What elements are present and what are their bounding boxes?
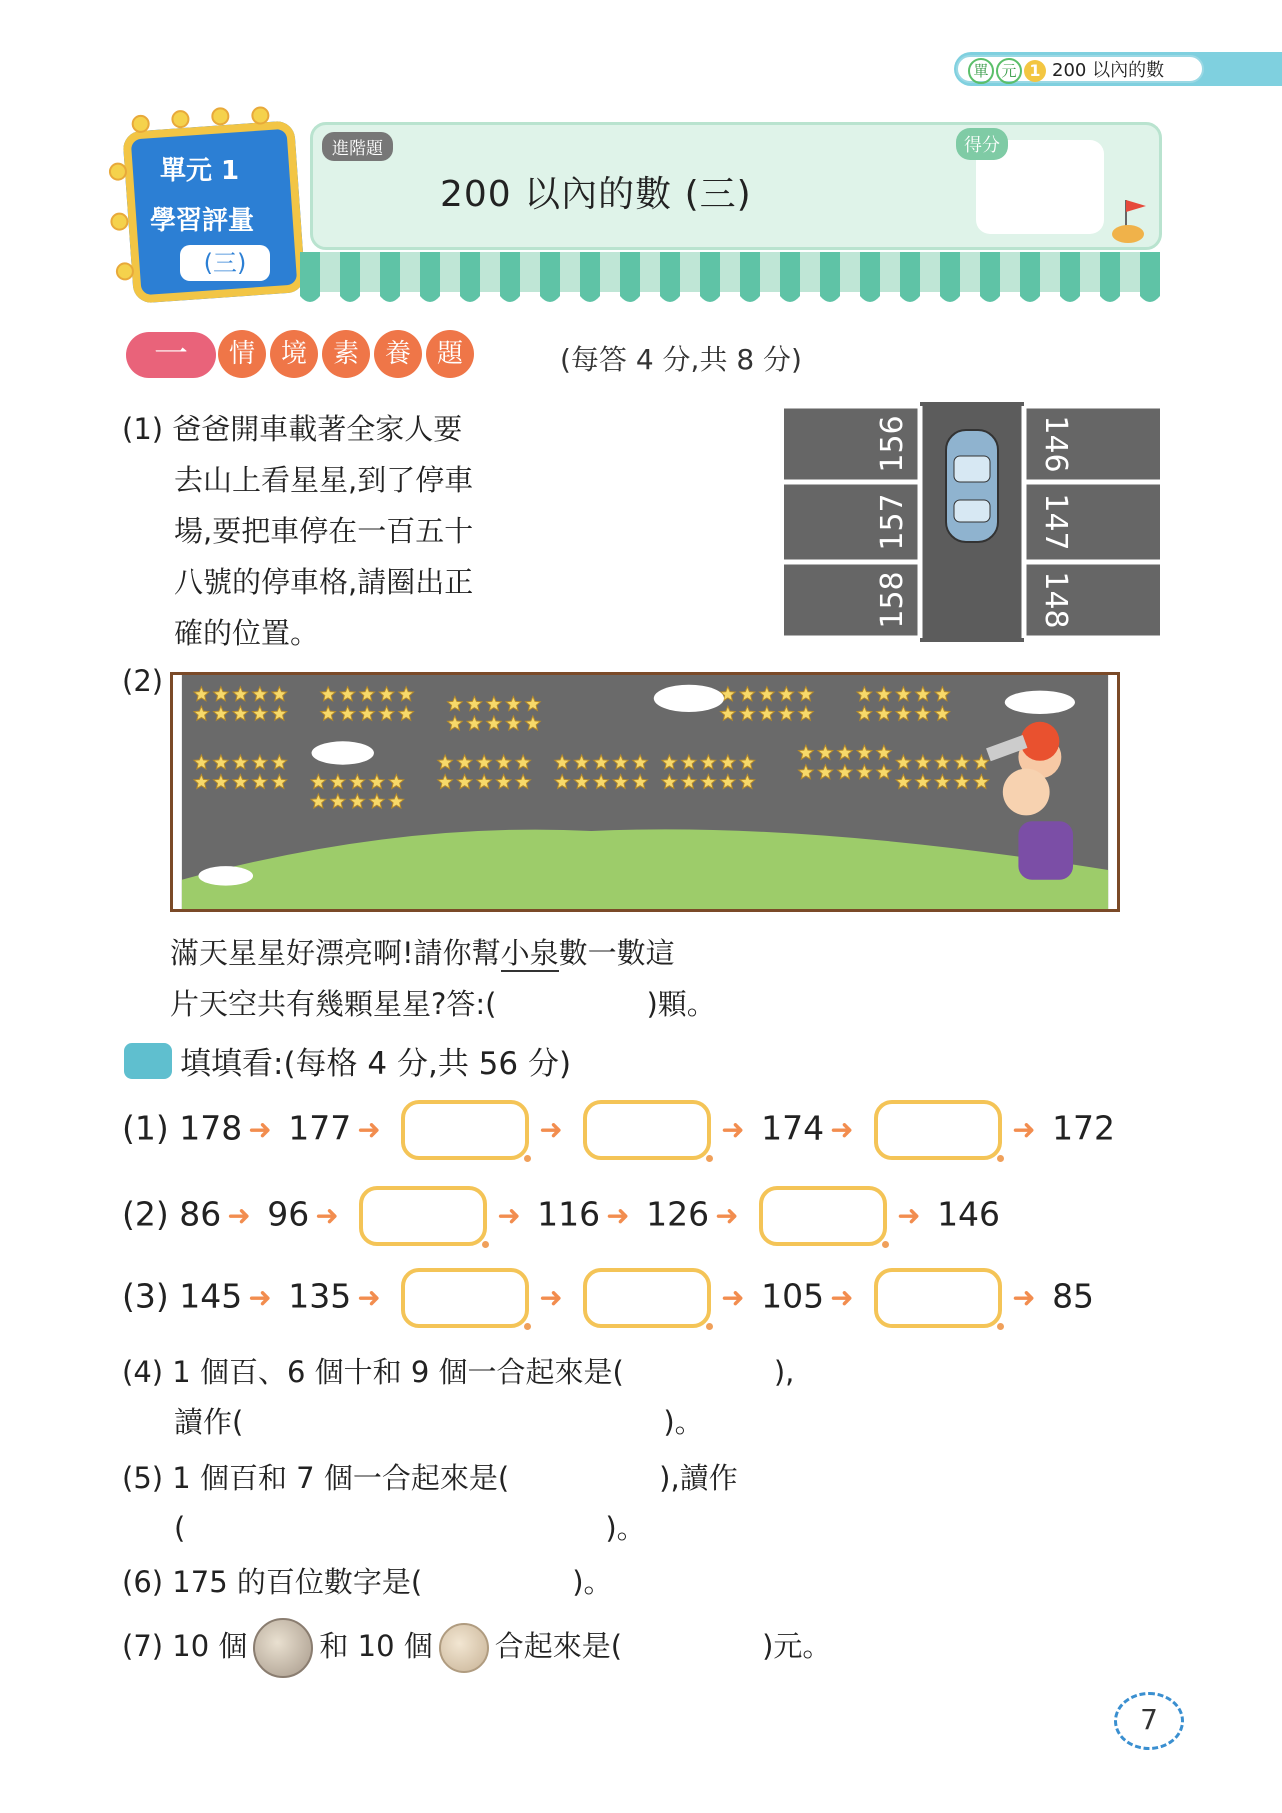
- awning-stripe: [940, 252, 960, 302]
- arrow-right-icon: ➜: [539, 1281, 563, 1314]
- awning-stripe: [340, 252, 360, 302]
- answer-box[interactable]: [874, 1100, 1002, 1160]
- section-2-title: 填填看:(每格 4 分,共 56 分): [180, 1046, 572, 1082]
- page-number: 7: [1114, 1692, 1184, 1750]
- awning-stripe: [500, 252, 520, 302]
- arrow-right-icon: ➜: [606, 1199, 630, 1232]
- badge-unit-label: 單元 1: [160, 156, 240, 186]
- section-1-char: 素: [322, 330, 370, 378]
- arrow-right-icon: ➜: [315, 1199, 339, 1232]
- one-dollar-coin-icon: [439, 1623, 489, 1673]
- seq-number: 126: [646, 1194, 710, 1234]
- arrow-right-icon: ➜: [357, 1281, 381, 1314]
- awning-stripe: [580, 252, 600, 302]
- sequence-row-2: [122, 1186, 1000, 1246]
- question-text: 和 10 個: [319, 1629, 433, 1663]
- sequence-row-1: [122, 1100, 1115, 1160]
- question-line: 八號的停車格,請圈出正: [174, 565, 474, 599]
- awning-stripe: [860, 252, 880, 302]
- awning-stripe: [740, 252, 760, 302]
- question-line: 滿天星星好漂亮啊!請你幫: [170, 936, 501, 970]
- arrow-right-icon: ➜: [897, 1199, 921, 1232]
- arrow-right-icon: ➜: [248, 1113, 272, 1146]
- parking-number-right: 146: [1038, 415, 1073, 473]
- seq-number: 105: [761, 1276, 825, 1316]
- arrow-right-icon: ➜: [830, 1113, 854, 1146]
- awning-stripe: [300, 252, 320, 302]
- question-text: (7) 10 個: [122, 1629, 248, 1663]
- question-text-end: ),讀作: [659, 1461, 738, 1495]
- awning-stripe: [1020, 252, 1040, 302]
- section-1-title: [218, 330, 478, 378]
- seq-number: 146: [937, 1194, 1001, 1234]
- awning-stripe: [900, 252, 920, 302]
- seq-number: 135: [288, 1276, 352, 1316]
- question-line: 場,要把車停在一百五十: [174, 514, 474, 548]
- section-1-number: 一: [126, 332, 216, 378]
- seq-number: 178: [179, 1108, 243, 1148]
- answer-box[interactable]: [759, 1186, 887, 1246]
- parking-lot-illustration[interactable]: [784, 402, 1160, 642]
- arrow-right-icon: ➜: [497, 1199, 521, 1232]
- arrow-right-icon: ➜: [830, 1281, 854, 1314]
- section-2-icon: [124, 1043, 172, 1079]
- seq-label: (1): [122, 1108, 169, 1148]
- question-2-text: [170, 928, 1160, 1030]
- question-line: 確的位置。: [174, 616, 320, 650]
- seq-number: 174: [761, 1108, 825, 1148]
- page-title: 200 以內的數 (三): [440, 174, 752, 215]
- question-text: 讀作(: [174, 1405, 244, 1439]
- question-7-line: [122, 1618, 831, 1678]
- awning-stripe: [1060, 252, 1080, 302]
- arrow-right-icon: ➜: [248, 1281, 272, 1314]
- question-text-end: )元。: [762, 1629, 832, 1663]
- section-1-points: (每答 4 分,共 8 分): [560, 343, 802, 376]
- arrow-right-icon: ➜: [1012, 1281, 1036, 1314]
- answer-box[interactable]: [401, 1268, 529, 1328]
- seq-number: 96: [267, 1194, 310, 1234]
- parking-number-left: 156: [875, 415, 910, 473]
- question-line: 數一數這: [558, 936, 675, 970]
- question-text: (5) 1 個百和 7 個一合起來是(: [122, 1461, 510, 1495]
- unit-tab: [956, 55, 1204, 83]
- awning-stripe: [1100, 252, 1120, 302]
- awning-stripe: [820, 252, 840, 302]
- question-4-line-1: [122, 1350, 794, 1391]
- question-line: 去山上看星星,到了停車: [174, 463, 474, 497]
- seq-label: (2): [122, 1194, 169, 1234]
- awning-stripe: [660, 252, 680, 302]
- question-line-end: )顆。: [646, 987, 716, 1021]
- awning-decoration: [300, 252, 1160, 310]
- badge-subtitle: (三): [180, 245, 270, 281]
- flag-mascot-icon: [1110, 196, 1152, 244]
- seq-number: 85: [1052, 1276, 1095, 1316]
- section-1-char: 情: [218, 330, 266, 378]
- parking-number-right: 148: [1038, 571, 1073, 629]
- badge-title: 學習評量: [150, 206, 255, 236]
- question-text: 合起來是(: [494, 1629, 623, 1663]
- arrow-right-icon: ➜: [1012, 1113, 1036, 1146]
- unit-chip-1: 單: [968, 58, 994, 84]
- arrow-right-icon: ➜: [721, 1113, 745, 1146]
- car-icon: [946, 430, 998, 542]
- awning-stripe: [620, 252, 640, 302]
- section-1-char: 境: [270, 330, 318, 378]
- question-5-line-1: [122, 1456, 738, 1497]
- question-line: (1) 爸爸開車載著全家人要: [122, 412, 463, 446]
- question-text-end: ),: [773, 1355, 795, 1389]
- parking-number-right: 147: [1038, 493, 1073, 551]
- awning-stripe: [780, 252, 800, 302]
- question-1-text: [122, 404, 762, 659]
- arrow-right-icon: ➜: [539, 1113, 563, 1146]
- answer-box[interactable]: [874, 1268, 1002, 1328]
- awning-stripe: [980, 252, 1000, 302]
- awning-stripe: [700, 252, 720, 302]
- awning-stripe: [380, 252, 400, 302]
- star-sky-illustration: [170, 672, 1120, 912]
- parking-number-left: 158: [875, 571, 910, 629]
- unit-chip-2: 元: [996, 58, 1022, 84]
- ten-dollar-coin-icon: [253, 1618, 313, 1678]
- seq-number: 172: [1052, 1108, 1116, 1148]
- question-text-end: )。: [572, 1565, 613, 1599]
- awning-stripe: [460, 252, 480, 302]
- name-underline: 小泉: [500, 936, 559, 970]
- question-2-label: (2): [122, 664, 164, 698]
- score-label: 得分: [956, 128, 1008, 160]
- seq-number: 177: [288, 1108, 352, 1148]
- question-text: (: [174, 1511, 186, 1545]
- seq-number: 86: [179, 1194, 222, 1234]
- arrow-right-icon: ➜: [721, 1281, 745, 1314]
- question-6-line: [122, 1560, 613, 1601]
- answer-box[interactable]: [359, 1186, 487, 1246]
- section-1-char: 養: [374, 330, 422, 378]
- arrow-right-icon: ➜: [227, 1199, 251, 1232]
- arrow-right-icon: ➜: [715, 1199, 739, 1232]
- answer-box[interactable]: [583, 1100, 711, 1160]
- section-1-char: 題: [426, 330, 474, 378]
- answer-box[interactable]: [583, 1268, 711, 1328]
- question-4-line-2: [174, 1400, 704, 1441]
- awning-stripe: [1140, 252, 1160, 302]
- seq-label: (3): [122, 1276, 169, 1316]
- unit-tab-label: 200 以內的數: [1052, 60, 1165, 81]
- seq-number: 145: [179, 1276, 243, 1316]
- parking-number-left: 157: [875, 493, 910, 551]
- seq-number: 116: [537, 1194, 601, 1234]
- banner-tag: 進階題: [322, 132, 393, 161]
- answer-box[interactable]: [401, 1100, 529, 1160]
- question-text: (4) 1 個百、6 個十和 9 個一合起來是(: [122, 1355, 624, 1389]
- question-5-line-2: [174, 1506, 646, 1547]
- sequence-row-3: [122, 1268, 1094, 1328]
- unit-number: 1: [1024, 60, 1046, 82]
- question-text: (6) 175 的百位數字是(: [122, 1565, 423, 1599]
- awning-stripe: [540, 252, 560, 302]
- question-line: 片天空共有幾顆星星?答:(: [170, 987, 497, 1021]
- question-text-end: )。: [663, 1405, 704, 1439]
- arrow-right-icon: ➜: [357, 1113, 381, 1146]
- awning-stripe: [420, 252, 440, 302]
- question-text-end: )。: [605, 1511, 646, 1545]
